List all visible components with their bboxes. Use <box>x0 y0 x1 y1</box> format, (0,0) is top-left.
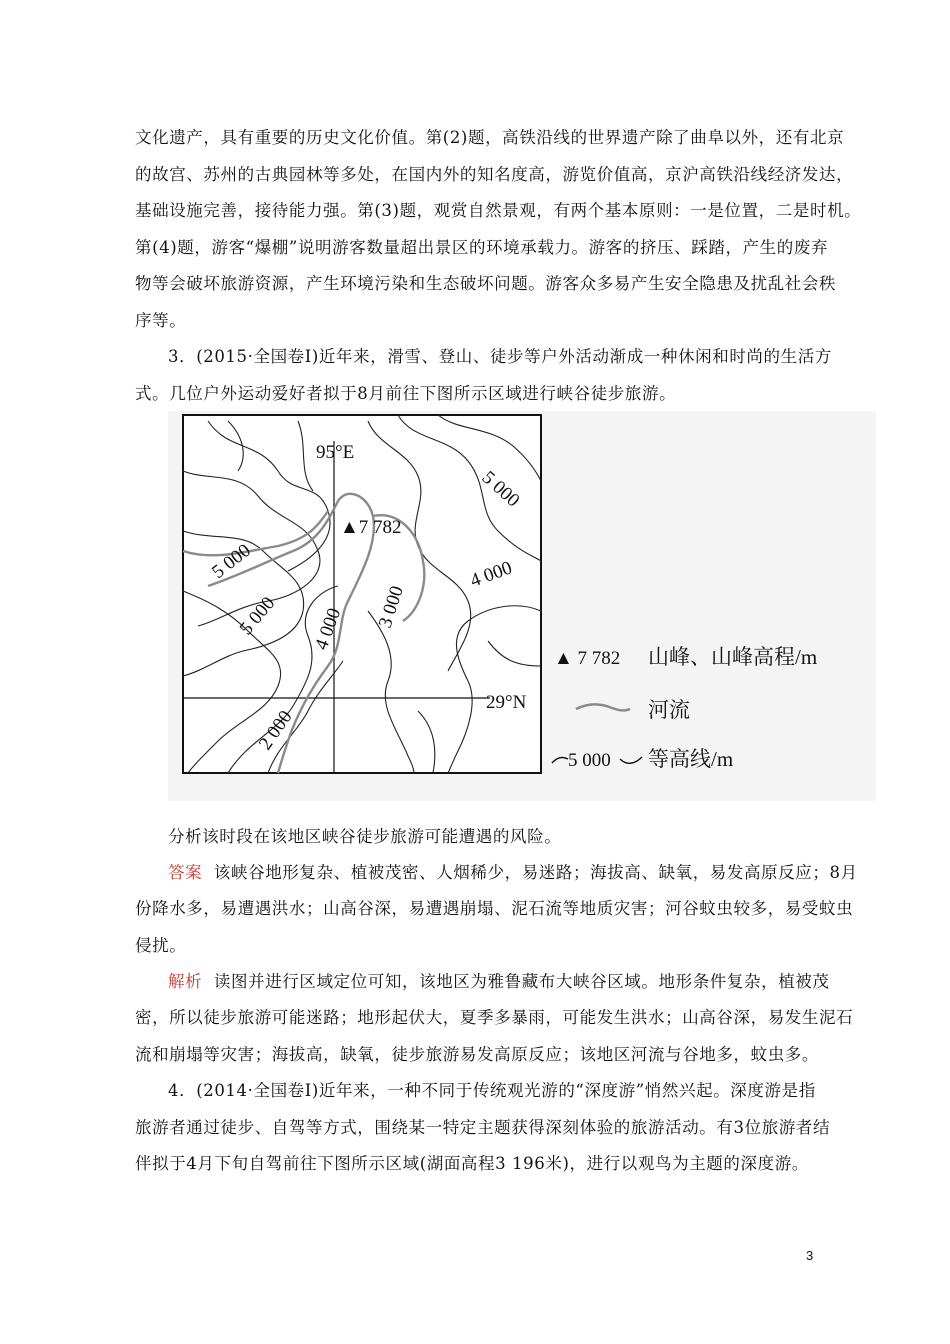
text-line: 第(4)题，游客“爆棚”说明游客数量超出景区的环境承载力。游客的挤压、踩踏，产生的废弃 <box>135 238 829 257</box>
meridian-label: 95°E <box>316 442 355 463</box>
legend-river-text: 河流 <box>648 698 690 722</box>
question-3-prompt: 分析该时段在该地区峡谷徒步旅游可能遭遇的风险。 <box>168 827 562 846</box>
analysis-line: 流和崩塌等灾害；海拔高，缺氧，徒步旅游易发高原反应；该地区河流与谷地多，蚊虫多。 <box>135 1045 819 1064</box>
contour-label-5000: 5 000 <box>235 592 280 640</box>
contour-label-4000: 4 000 <box>467 557 515 592</box>
answer-line: 侵扰。 <box>135 936 187 955</box>
answer-line: 份降水多，易遭遇洪水；山高谷深，易遭遇崩塌、泥石流等地质灾害；河谷蚊虫较多，易受蚊虫 <box>135 899 854 918</box>
contour-label-2000: 2 000 <box>254 706 297 754</box>
analysis-text: 读图并进行区域定位可知，该地区为雅鲁藏布大峡谷区域。地形条件复杂，植被茂 <box>213 972 830 991</box>
peak-label: ▲7 782 <box>340 517 402 538</box>
map-frame <box>183 415 541 773</box>
legend-contour-right <box>620 757 642 763</box>
legend-river-symbol <box>576 704 630 710</box>
answer-line <box>168 861 858 885</box>
contour-label-3000: 3 000 <box>374 583 408 631</box>
answer-text: 该峡谷地形复杂、植被茂密、人烟稀少，易迷路；海拔高、缺氧，易发高原反应；8月 <box>213 863 858 882</box>
analysis-label: 解析 <box>168 972 203 991</box>
legend-peak-text: 山峰、山峰高程/m <box>648 645 818 669</box>
question-3-line: 3．(2015·全国卷Ⅰ)近年来，滑雪、登山、徒步等户外活动渐成一种休闲和时尚的生活方 <box>168 347 832 366</box>
parallel-label: 29°N <box>486 692 527 713</box>
text-line: 文化遗产，具有重要的历史文化价值。第(2)题，高铁沿线的世界遗产除了曲阜以外，还有北京 <box>135 128 845 147</box>
legend-contour-text: 等高线/m <box>648 747 734 771</box>
question-4-line: 旅游者通过徒步、自驾等方式，围绕某一特定主题获得深刻体验的旅游活动。有3位旅游者结 <box>135 1118 831 1137</box>
contour-label-5000: 5 000 <box>477 467 524 512</box>
analysis-line <box>168 970 830 994</box>
topographic-map-figure <box>168 411 876 801</box>
question-3-line: 式。几位户外运动爱好者拟于8月前往下图所示区域进行峡谷徒步旅游。 <box>135 384 677 403</box>
answer-label: 答案 <box>168 863 203 882</box>
analysis-line: 密，所以徒步旅游可能迷路；地形起伏大，夏季多暴雨，可能发生洪水；山高谷深，易发生泥石 <box>135 1008 854 1027</box>
text-line: 物等会破坏旅游资源，产生环境污染和生态破坏问题。游客众多易产生安全隐患及扰乱社会秩 <box>135 274 837 293</box>
question-4-line: 4．(2014·全国卷Ⅰ)近年来，一种不同于传统观光游的“深度游”悄然兴起。深度游是指 <box>168 1081 816 1100</box>
legend-peak-symbol: ▲ 7 782 <box>554 648 621 669</box>
contour-label-4000: 4 000 <box>310 605 346 653</box>
page-number: 3 <box>806 1248 814 1263</box>
question-4-line: 伴拟于4月下旬自驾前往下图所示区域(湖面高程3 196米)，进行以观鸟为主题的深度游。 <box>135 1154 809 1173</box>
map-legend <box>552 645 817 771</box>
legend-contour-symbol: 5 000 <box>568 750 611 771</box>
contour-map <box>168 411 876 801</box>
text-line: 的故宫、苏州的古典园林等多处，在国内外的知名度高，游览价值高，京沪高铁沿线经济发达， <box>135 165 854 184</box>
contour-label-5000: 5 000 <box>208 540 255 583</box>
text-line: 序等。 <box>135 311 187 330</box>
legend-contour-left <box>552 758 568 763</box>
text-line: 基础设施完善，接待能力强。第(3)题，观赏自然景观，有两个基本原则：一是位置，二是时机。 <box>135 201 862 220</box>
